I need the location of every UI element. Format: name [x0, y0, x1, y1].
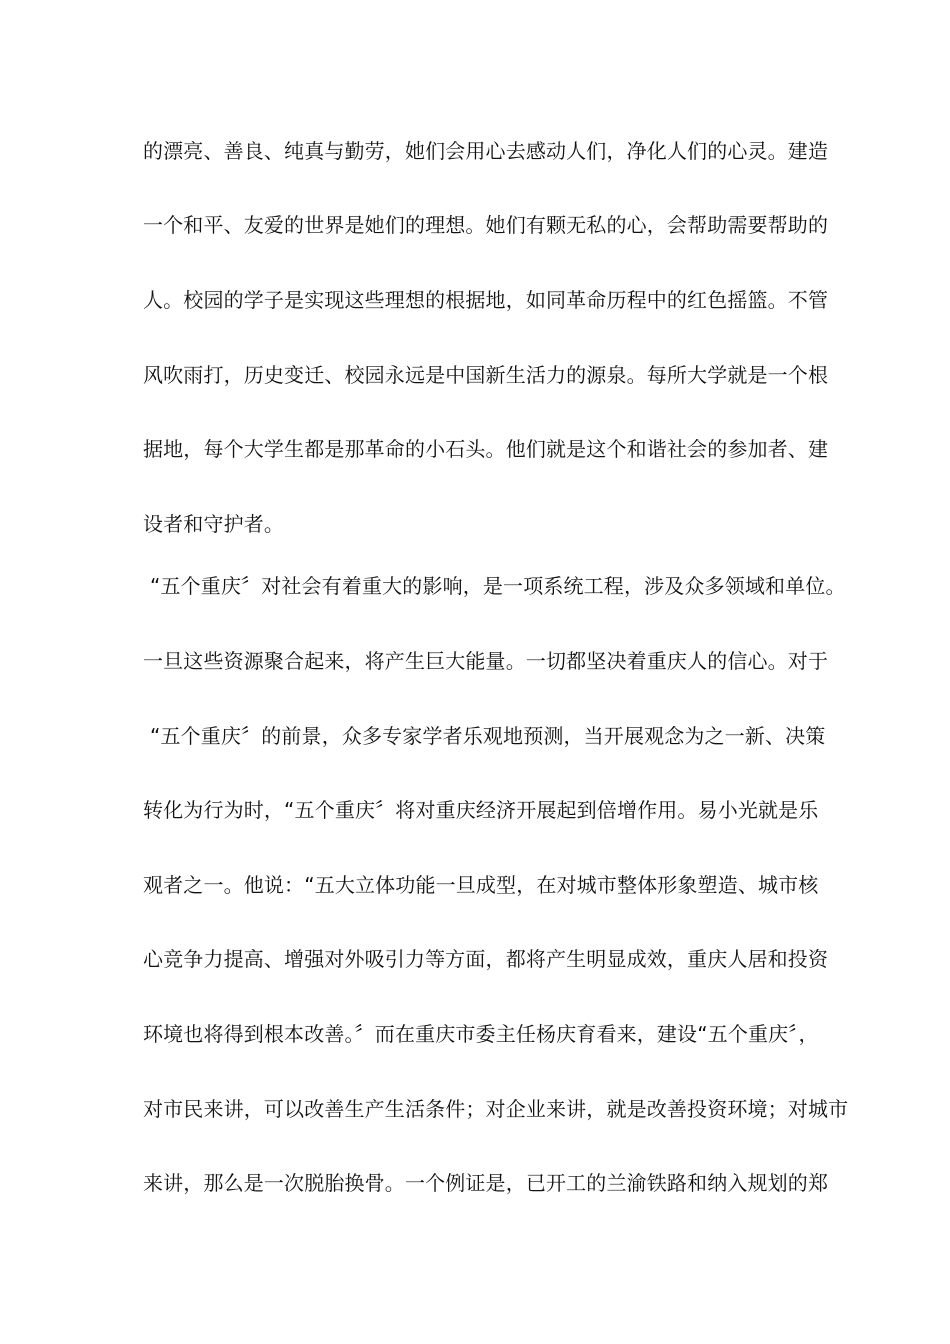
text-line: 的漂亮、善良、纯真与勤劳，她们会用心去感动人们，净化人们的心灵。建造	[143, 139, 829, 163]
text-line: 据地，每个大学生都是那革命的小石头。他们就是这个和谐社会的参加者、建	[143, 437, 829, 461]
text-line: “五个重庆〞的前景，众多专家学者乐观地预测，当开展观念为之一新、决策	[150, 724, 826, 748]
text-line: 观者之一。他说：“五大立体功能一旦成型，在对城市整体形象塑造、城市核	[143, 873, 819, 897]
text-line: 对市民来讲，可以改善生产生活条件；对企业来讲，就是改善投资环境；对城市	[143, 1097, 849, 1121]
text-line: 来讲，那么是一次脱胎换骨。一个例证是，已开工的兰渝铁路和纳入规划的郑	[143, 1171, 829, 1195]
paragraph-first-line: “五个重庆〞对社会有着重大的影响，是一项系统工程，涉及众多领域和单位。	[150, 574, 846, 598]
text-line: 一旦这些资源聚合起来，将产生巨大能量。一切都坚决着重庆人的信心。对于	[143, 649, 829, 673]
text-line: 风吹雨打，历史变迁、校园永远是中国新生活力的源泉。每所大学就是一个根	[143, 363, 829, 387]
text-line: 心竞争力提高、增强对外吸引力等方面，都将产生明显成效，重庆人居和投资	[143, 947, 829, 971]
text-line: 设者和守护者。	[143, 512, 285, 536]
text-line: 转化为行为时，“五个重庆〞将对重庆经济开展起到倍增作用。易小光就是乐	[143, 798, 819, 822]
text-line: 一个和平、友爱的世界是她们的理想。她们有颗无私的心，会帮助需要帮助的	[143, 213, 829, 237]
text-line: 人。校园的学子是实现这些理想的根据地，如同革命历程中的红色摇篮。不管	[143, 288, 829, 312]
text-line: 环境也将得到根本改善。〞而在重庆市委主任杨庆育看来，建设“五个重庆〞，	[143, 1022, 819, 1046]
